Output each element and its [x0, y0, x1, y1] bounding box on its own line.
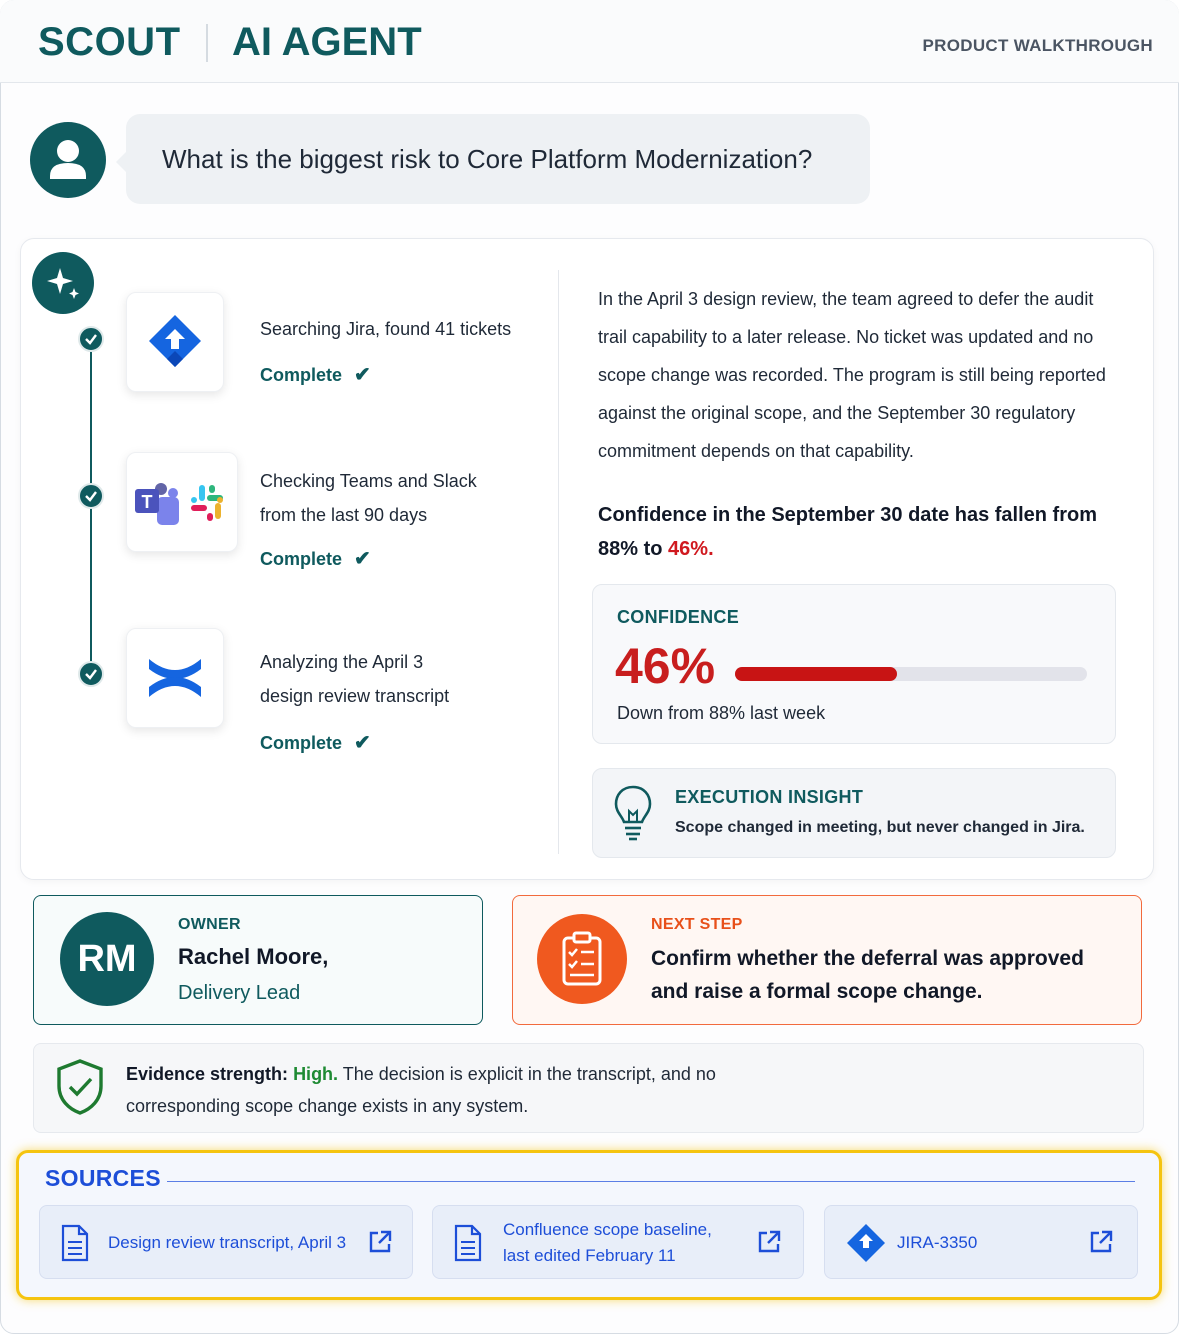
step-3-line-1: Analyzing the April 3	[260, 652, 424, 672]
teams-slack-icon	[127, 453, 237, 551]
document-icon	[60, 1224, 90, 1262]
owner-label: OWNER	[178, 916, 241, 933]
external-link-icon[interactable]	[366, 1228, 394, 1256]
insight-text: Scope changed in meeting, but never changed in Jira.	[675, 819, 1085, 836]
answer-body: In the April 3 design review, the team agreed to defer the audit trail capability to a later release. No ticket was updated and no scope change was recorded. The program is still being reported against the original scope, and the September 30 regulatory commitment depends on that capability.	[598, 289, 1106, 461]
evidence-level: High.	[293, 1064, 339, 1084]
external-link-icon[interactable]	[1087, 1228, 1115, 1256]
evidence-text	[126, 1058, 806, 1122]
shield-check-icon	[54, 1058, 106, 1116]
step-1-status	[260, 362, 371, 387]
insight-label: EXECUTION INSIGHT	[675, 787, 864, 807]
next-step-card[interactable]	[512, 895, 1142, 1025]
step-3-line-2: design review transcript	[260, 686, 450, 706]
step-2-line-2: from the last 90 days	[260, 505, 428, 525]
confidence-bar	[735, 667, 1087, 681]
question-bubble	[126, 114, 870, 204]
step-2-status	[260, 546, 371, 571]
step-2-status-label: Complete	[260, 549, 343, 569]
step-check-icon	[78, 483, 104, 509]
sources-title: SOURCES	[45, 1165, 161, 1191]
step-1-status-label: Complete	[260, 365, 343, 385]
user-avatar-icon	[30, 122, 106, 198]
svg-text:T: T	[141, 492, 153, 512]
document-icon	[453, 1224, 483, 1262]
source-label: Design review transcript, April 3	[108, 1233, 347, 1252]
confidence-summary-period: .	[708, 538, 714, 560]
owner-name: Rachel Moore,	[178, 944, 329, 969]
evidence-label: Evidence strength:	[126, 1064, 289, 1084]
external-link-icon[interactable]	[755, 1228, 783, 1256]
brand-logo: SCOUT	[38, 20, 181, 64]
confluence-tile	[126, 628, 224, 728]
confidence-summary-text: Confidence in the September 30 date has fallen from 88% to	[598, 504, 1098, 560]
step-check-icon	[78, 661, 104, 687]
source-link-transcript[interactable]	[39, 1205, 413, 1279]
confidence-bar-fill	[735, 667, 897, 681]
sparkle-icon	[32, 252, 94, 314]
sources-divider	[167, 1181, 1135, 1182]
execution-insight-card	[592, 768, 1116, 858]
source-label: JIRA-3350	[897, 1233, 978, 1252]
jira-icon	[127, 293, 223, 391]
step-3-text	[260, 645, 449, 713]
step-2-text	[260, 464, 477, 532]
confidence-summary	[598, 498, 1098, 566]
evidence-card	[33, 1043, 1144, 1133]
step-3-status	[260, 730, 371, 755]
confidence-summary-value: 46%	[668, 538, 709, 560]
sources-panel	[16, 1150, 1162, 1300]
step-check-icon	[78, 326, 104, 352]
header-bar	[0, 0, 1179, 83]
step-1-text: Searching Jira, found 41 tickets	[260, 319, 512, 339]
checkmark-icon: ✔	[354, 548, 371, 570]
next-step-label: NEXT STEP	[651, 916, 743, 933]
source-link-jira[interactable]	[824, 1205, 1138, 1279]
question-text: What is the biggest risk to Core Platform Modernization?	[162, 144, 813, 174]
brand-divider	[206, 24, 208, 62]
jira-icon	[845, 1222, 887, 1264]
source-label-line-2: last edited February 11	[503, 1246, 676, 1265]
next-step-text: Confirm whether the deferral was approved and raise a formal scope change.	[651, 947, 1084, 1003]
confidence-subtext: Down from 88% last week	[617, 703, 826, 723]
clipboard-icon	[537, 914, 627, 1004]
teams-slack-tile	[126, 452, 238, 552]
source-link-confluence[interactable]	[432, 1205, 804, 1279]
source-label-line-1: Confluence scope baseline,	[503, 1220, 712, 1239]
source-label	[503, 1217, 712, 1269]
checkmark-icon: ✔	[354, 364, 371, 386]
product-name: AI AGENT	[232, 20, 422, 64]
column-divider	[558, 270, 559, 854]
product-walkthrough-link[interactable]: PRODUCT WALKTHROUGH	[922, 36, 1153, 55]
evidence-description: The decision is explicit in the transcript, and no corresponding scope change exists in any system.	[126, 1064, 716, 1116]
owner-role: Delivery Lead	[178, 982, 301, 1004]
confidence-card	[592, 584, 1116, 744]
step-3-status-label: Complete	[260, 733, 343, 753]
lightbulb-icon	[611, 783, 655, 843]
confidence-label: CONFIDENCE	[617, 607, 740, 627]
owner-avatar: RM	[60, 912, 154, 1006]
checkmark-icon: ✔	[354, 732, 371, 754]
confluence-icon	[127, 629, 223, 727]
confidence-value: 46%	[615, 638, 716, 694]
step-2-line-1: Checking Teams and Slack	[260, 471, 477, 491]
jira-tile	[126, 292, 224, 392]
owner-card[interactable]	[33, 895, 483, 1025]
